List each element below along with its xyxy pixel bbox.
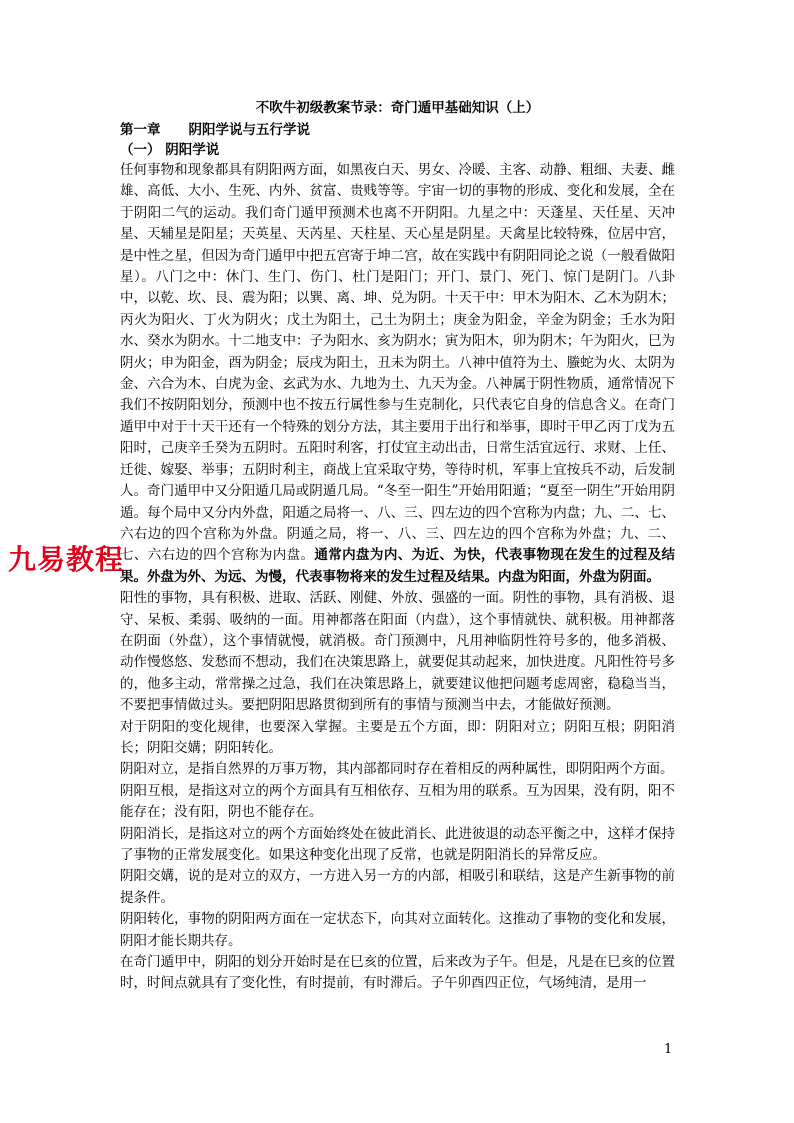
paragraph: 阴阳互根，是指这对立的两个方面具有互相依存、互相为用的联系。互为因果，没有阴，阳不能存在；没有阳，阴也不能存在。 (120, 782, 675, 821)
paragraph: 阴阳转化，事物的阴阳两方面在一定状态下，向其对立面转化。这推动了事物的变化和发展，阴阳才能长期共存。 (120, 911, 675, 949)
paragraph: 阴阳消长，是指这对立的两个方面始终处在彼此消长、此进彼退的动态平衡之中，这样才保持了事物的正常发展变化。如果这种变化出现了反常，也就是阴阳消长的异常反应。 (120, 825, 675, 863)
paragraph: 在奇门遁甲中，阴阳的划分开始时是在巳亥的位置，后来改为子午。但是，凡是在巳亥的位置时，时间点就具有了变化性，有时提前，有时滞后。子午卯酉四正位，气场纯清，是用一 (120, 954, 675, 992)
paragraph: 对于阴阳的变化规律，也要深入掌握。主要是五个方面，即：阴阳对立；阴阳互根；阴阳消长；阴阳交媾；阴阳转化。 (120, 718, 675, 756)
watermark-logo: 九易教程 (8, 543, 125, 576)
chapter-number: 第一章 (120, 122, 161, 138)
document-body (120, 160, 675, 995)
chapter-name: 阴阳学说与五行学说 (188, 122, 310, 138)
paragraph: 阴阳对立，是指自然界的万事万物，其内部都同时存在着相反的两种属性，即阴阳两个方面。 (120, 761, 674, 778)
paragraph (120, 160, 675, 588)
bold-sentence: 通常内盘为内、为近、为快，代表事物现在发生的过程及结果。外盘为外、为远、为慢，代表事物将来的发生过程及结果。内盘为阳面，外盘为阴面。 (120, 547, 676, 585)
paragraph: 阴阳交媾，说的是对立的双方，一方进入另一方的内部，相吸引和联结，这是产生新事物的前提条件。 (120, 868, 675, 906)
paragraph-text: 任何事物和现象都具有阴阳两方面，如黑夜白天、男女、冷暖、主客、动静、粗细、夫妻、雌雄、高低、大小、生死、内外、贫富、贵贱等等。宇宙一切的事物的形成、变化和发展，全在于阴阳二气的运动。我们奇门遁甲预测术也离不开阴阳。九星之中：天蓬星、天任星、天冲星、天辅星是阳星；天英星、天芮星、天柱星、天心星是阴星。天禽星比较特殊，位居中宫，是中性之星，但因为奇门遁甲中把五宫寄于坤二宫，故在实践中有阴阳同论之说（一般看做阳星）。八门之中：休门、生门、伤门、杜门是阳门；开门、景门、死门、惊门是阴门。八卦中，以乾、坎、艮、震为阳；以巽、离、坤、兑为阴。十天干中：甲木为阳木、乙木为阴木；丙火为阳火、丁火为阴火；戊土为阳土，己土为阴土；庚金为阳金，辛金为阴金；壬水为阳水、癸水为阴水。十二地支中：子为阳水、亥为阴水；寅为阳木，卯为阴木；午为阳火，巳为阴火；申为阳金，酉为阴金；辰戌为阳土，丑未为阴土。八神中值符为土、螣蛇为火、太阴为金、六合为木、白虎为金、玄武为水、九地为土、九天为金。八神属于阴性物质，通常情况下我们不按阴阳划分，预测中也不按五行属性参与生克制化，只代表它自身的信息含义。在奇门遁甲中对于十天干还有一个特殊的划分方法，其主要用于出行和举事，即时干甲乙丙丁戊为五阳时，己庚辛壬癸为五阴时。五阳时利客，打仗宜主动出击，日常生活宜远行、求财、上任、迁徙、嫁娶、举事；五阴时利主，商战上宜采取守势，等待时机，军事上宜按兵不动，后发制人。奇门遁甲中又分阳遁几局或阴遁几局。“冬至一阳生”开始用阳遁；“夏至一阴生”开始用阴遁。每个局中又分内外盘，阳遁之局将一、八、三、四左边的四个宫称为内盘；九、二、七、六右边的四个宫称为外盘。阴遁之局，将一、八、三、四左边的四个宫称为外盘；九、二、七、六右边的四个宫称为内盘。 (120, 162, 675, 564)
section-heading: （一） 阴阳学说 (120, 142, 220, 158)
page-number: 1 (664, 1042, 673, 1057)
chapter-heading (120, 121, 310, 139)
paragraph: 阳性的事物，具有积极、进取、活跃、刚健、外放、强盛的一面。阴性的事物，具有消极、退守、呆板、柔弱、吸纳的一面。用神都落在阳面（内盘），这个事情就快、就积极。用神都落在阴面（外盘），这个事情就慢，就消极。奇门预测中，凡用神临阴性符号多的，他多消极、动作慢悠悠、发愁而不想动，我们在决策思路上，就要促其动起来，加快进度。凡阳性符号多的，他多主动，常常操之过急，我们在决策思路上，就要建议他把问题考虑周密，稳稳当当，不要把事情做过头。要把阴阳思路贯彻到所有的事情与预测当中去，才能做好预测。 (120, 590, 675, 714)
document-title: 不吹牛初级教案节录：奇门遁甲基础知识（上） (255, 100, 540, 116)
